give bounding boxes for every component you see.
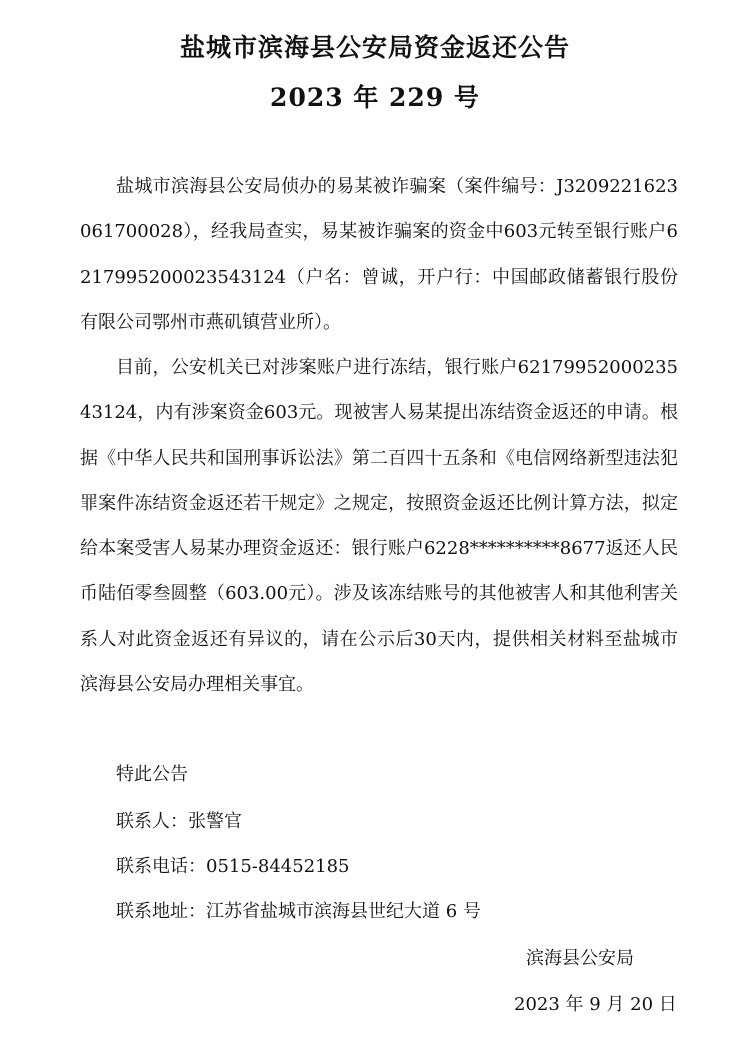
contact-address: 联系地址：江苏省盐城市滨海县世纪大道 6 号 <box>116 901 481 922</box>
notice-number: 2023 年 229 号 <box>270 83 480 112</box>
contact-phone: 联系电话：0515-84452185 <box>116 856 350 877</box>
body-paragraph-2: 目前，公安机关已对涉案账户进行冻结，银行账户6217995200023543124，内有涉案资金603元。现被害人易某提出冻结资金返还的申请。根据《中华人民共和国刑事诉讼法》第二百四十五条和《电信网络新型违法犯罪案件冻结资金返还若干规定》之规定，按照资金返还比例计算方法，拟定给本案受害人易某办理资金返还：银行账户6228**********8677返还人民币陆佰零叁圆整（603.00元）。涉及该冻结账号的其他被害人和其他利害关系人对此资金返还有异议的，请在公示后30天内，提供相关材料至盐城市滨海县公安局办理相关事宜。 <box>80 357 678 696</box>
issue-date: 2023 年 9 月 20 日 <box>514 994 677 1015</box>
notice-title: 盐城市滨海县公安局资金返还公告 <box>179 33 570 62</box>
body-paragraph-1: 盐城市滨海县公安局侦办的易某被诈骗案（案件编号：J3209221623061700028），经我局查实，易某被诈骗案的资金中603元转至银行账户6217995200023543124（户名：曾诚，开户行：中国邮政储蓄银行股份有限公司鄂州市燕矶镇营业所）。 <box>80 176 678 333</box>
contact-person: 联系人：张警官 <box>116 811 242 832</box>
issuer-name: 滨海县公安局 <box>526 948 634 969</box>
closing-text: 特此公告 <box>116 764 188 785</box>
